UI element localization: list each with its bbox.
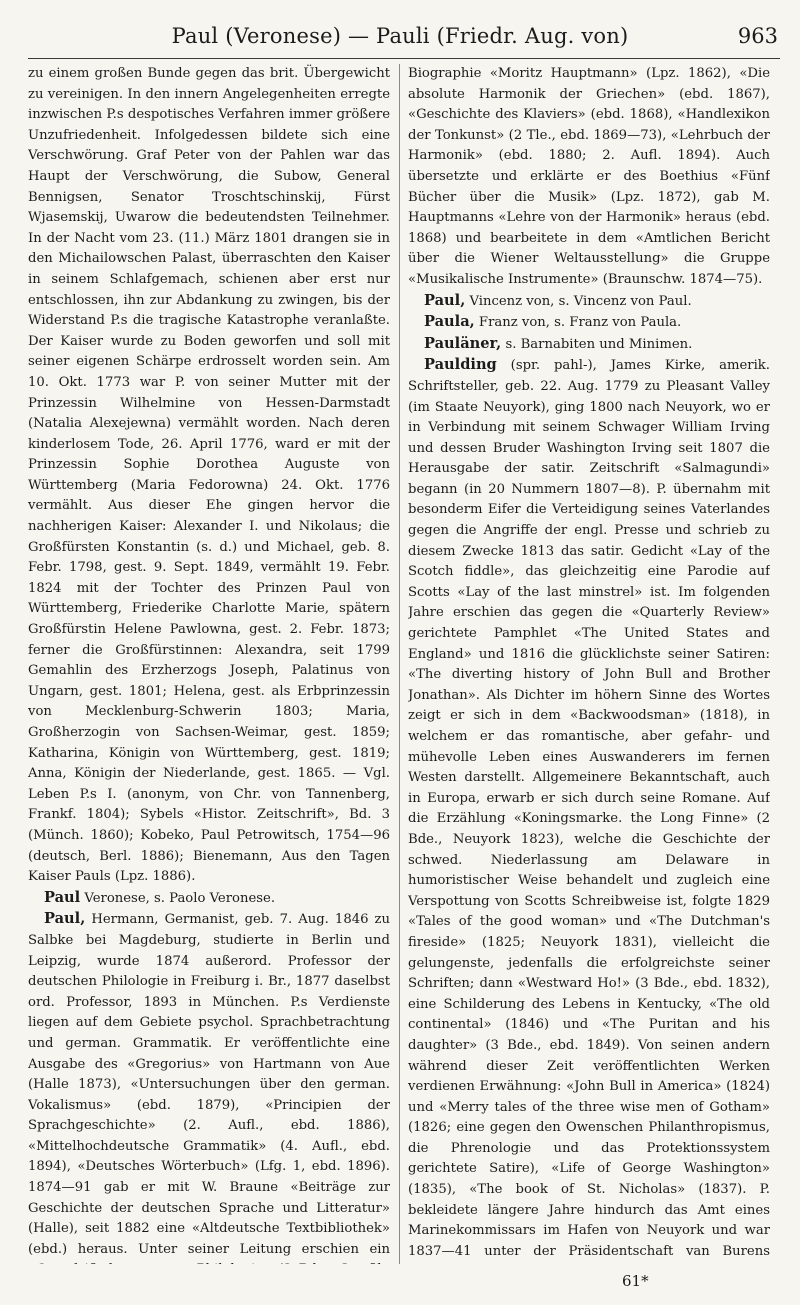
entry-headword: Paul <box>44 888 81 906</box>
entry-headword: Paula, <box>424 313 475 331</box>
entry-headword: Paul, <box>424 291 466 309</box>
entry-text: (spr. pahl-), James Kirke, amerik. Schriftsteller, geb. 22. Aug. 1779 zu Pleasant Valley (im Staate Neuyork), ging 1800 nach Neuyork, wo er in Verbindung mit seinem Schwager William Irving und dessen Bruder Washington Irving seit 1807 die Herausgabe der satir. Zeitschrift «Salmagundi» begann (in 20 Nummern 1807—8). P. übernahm mit besonderm Eifer die Verteidigung seines Vaterlandes gegen die Angriffe der engl. Presse und schrieb zu diesem Zwecke 1813 das satir. Gedicht «Lay of the Scotch fiddle», das gleichzeitig eine Parodie auf Scotts «Lay of the last minstrel» ist. Im folgenden Jahre erschien das gegen die «Quarterly Review» gerichtete Pamphlet «The United States and England» und 1816 die glücklichste seiner Satiren: «The diverting history of John Bull and Brother Jonathan». Als Dichter im höhern Sinne des Wortes zeigt er sich in dem «Backwoodsman» (1818), in welchem er das romantische, aber gefahr- und mühevolle Leben eines Auswanderers im fernen Westen darstellt. Allgemeinere Bekanntschaft, auch in Europa, erwarb er sich durch seine Romane. Auf die Erzählung «Koningsmarke. the Long Finne» (2 Bde., Neuyork 1823), welche die Geschichte der schwed. Niederlassung am Delaware in humoristischer Weise behandelt und zugleich eine Verspottung von Scotts Schreibweise ist, folgte 1829 «Tales of the good woman» und «The Dutchman's fireside» (1825; Neuyork 1831), vielleicht die gelungenste, jedenfalls die erfolgreichste seiner Schriften; dann «Westward Ho!» (3 Bde., ebd. 1832), eine Schilderung des Lebens in Kentucky, «The old continental» (1846) und «The Puritan and his daughter» (3 Bde., ebd. 1849). Von seinen andern während dieser Zeit veröffentlichten Werken verdienen Erwähnung: «John Bull in America» (1824) und «Merry tales of the three wise men of Gotham» (1826; eine gegen den Owenschen Philanthropismus, die Phrenologie und das Protektionssystem gerichtete Satire), «Life of George Washington» (1835), «The book of St. Nicholas» (1837). P. bekleidete längere Jahre hindurch das Amt eines Marinekommissars im Hafen von Neuyork und war 1837—41 unter der Präsidentschaft van Burens <box>408 358 770 1259</box>
entry-text: Veronese, s. Paolo Veronese. <box>80 890 276 906</box>
page-number: 963 <box>737 24 778 48</box>
dictionary-entry <box>28 909 390 1264</box>
entry-text: s. Barnabiten und Minimen. <box>501 336 693 352</box>
entry-headword: Pauläner, <box>424 334 502 352</box>
header-rule <box>28 58 780 59</box>
entry-text: Franz von, s. Franz von Paula. <box>474 315 682 331</box>
right-column <box>408 64 770 1264</box>
entry-text: Biographie «Moritz Hauptmann» (Lpz. 1862), «Die absolute Harmonik der Griechen» (ebd. 1867), «Geschichte des Klaviers» (ebd. 1868), «Handlexikon der Tonkunst» (2 Tle., ebd. 1869—73), «Lehrbuch der Harmonik» (ebd. 1880; 2. Aufl. 1894). Auch übersetzte und erklärte er des Boethius «Fünf Bücher über die Musik» (Lpz. 1872), gab M. Hauptmanns «Lehre von der Harmonik» heraus (ebd. 1868) und bearbeitete in dem «Amtlichen Bericht über die Wiener Weltausstellung» die Gruppe «Musikalische Instrumente» (Braunschw. 1874—75). <box>408 66 770 287</box>
dictionary-entry <box>408 291 770 313</box>
entry-text: Hermann, Germanist, geb. 7. Aug. 1846 zu Salbke bei Magdeburg, studierte in Berlin und Leipzig, wurde 1874 außerord. Professor der deutschen Philologie in Freiburg i. Br., 1877 daselbst ord. Professor, 1893 in München. P.s Verdienste liegen auf dem Gebiete psychol. Sprachbetrachtung und german. Grammatik. Er veröffentlichte eine Ausgabe des «Gregorius» von Hartmann von Aue (Halle 1873), «Untersuchungen über den german. Vokalismus» (ebd. 1879), «Principien der Sprachgeschichte» (2. Aufl., ebd. 1886), «Mittelhochdeutsche Grammatik» (4. Aufl., ebd. 1894), «Deutsches Wörterbuch» (Lfg. 1, ebd. 1896). 1874—91 gab er mit W. Braune «Beiträge zur Geschichte der deutschen Sprache und Litteratur» (Halle), seit 1882 eine «Altdeutsche Textbibliothek» (ebd.) heraus. Unter seiner Leitung erschien ein <box>28 912 390 1257</box>
entry-continuation <box>408 64 770 291</box>
dictionary-entry <box>408 334 770 356</box>
entry-text: zu einem großen Bunde gegen das brit. Übergewicht zu vereinigen. In den innern Angelegenheiten erregte inzwischen P.s despotisches Verfahren immer größere Unzufriedenheit. Infolgedessen bildete sich eine Verschwörung. Graf Peter von der Pahlen war das Haupt der Verschwörung, die Subow, General Bennigsen, Senator Troschtschinskij, Fürst Wjasemskij, Uwarow die bedeutendsten Teilnehmer. In der Nacht vom 23. (11.) März 1801 drangen sie in den Michailowschen Palast, überraschten den Kaiser in seinem Schlafgemach, schienen aber erst nur entschlossen, ihn zur Abdankung zu zwingen, bis der Widerstand P.s die tragische Katastrophe veranlaßte. Der Kaiser wurde zu Boden geworfen und soll mit seiner eigenen Schärpe erdrosselt worden sein. Am 10. Okt. 1773 war P. von seiner Mutter mit der Prinzessin Wilhelmine von Hessen-Darmstadt (Natalia Alexejewna) vermählt worden. Nach deren kinderlosem Tode, 26. April 1776, ward er mit der Prinzessin Sophie Dorothea Auguste von Württemberg (Maria Fedorowna) 24. Okt. 1776 vermählt. Aus dieser Ehe gingen hervor die nachherigen Kaiser: Alexander I. und Nikolaus; die Großfürsten Konstantin (s. d.) und Michael, geb. 8. Febr. 1798, gest. 9. Sept. 1849, vermählt 19. Febr. 1824 mit der Tochter des Prinzen Paul von Württemberg, Friederike Charlotte Marie, spätern Großfürstin Helene Pawlowna, gest. 2. Febr. 1873; ferner die Großfürstinnen: Alexandra, seit 1799 Gemahlin des Erzherzogs Joseph, Palatinus von Ungarn, gest. 1801; Helena, gest. als Erbprinzessin von Mecklenburg-Schwerin 1803; Maria, Großherzogin von Sachsen-Weimar, gest. 1859; Katharina, Königin von Württemberg, gest. 1819; Anna, Königin der Niederlande, gest. 1865. — Vgl. Leben P.s I. (anonym, von Chr. von Tannenberg, Frankf. 1804); Sybels «Histor. Zeitschrift», Bd. 3 (Münch. 1860); Kobeko, Paul Petrowitsch, 1754—96 (deutsch, Berl. 1886); Bienemann, Aus den Tagen Kaiser Pauls (Lpz. 1886). <box>28 66 390 885</box>
left-column <box>28 64 390 1264</box>
page-title: Paul (Veronese) — Pauli (Friedr. Aug. von) <box>171 24 629 48</box>
dictionary-entry <box>28 888 390 910</box>
entry-headword: Paul, <box>44 910 86 928</box>
signature-mark: 61* <box>622 1272 649 1290</box>
dictionary-entry <box>408 355 770 1264</box>
dictionary-entry <box>408 312 770 334</box>
running-header <box>0 24 800 58</box>
column-divider <box>399 64 400 1264</box>
entry-continuation <box>28 64 390 888</box>
entry-text: Vincenz von, s. Vincenz von Paul. <box>465 293 692 309</box>
entry-headword: Paulding <box>424 356 497 374</box>
